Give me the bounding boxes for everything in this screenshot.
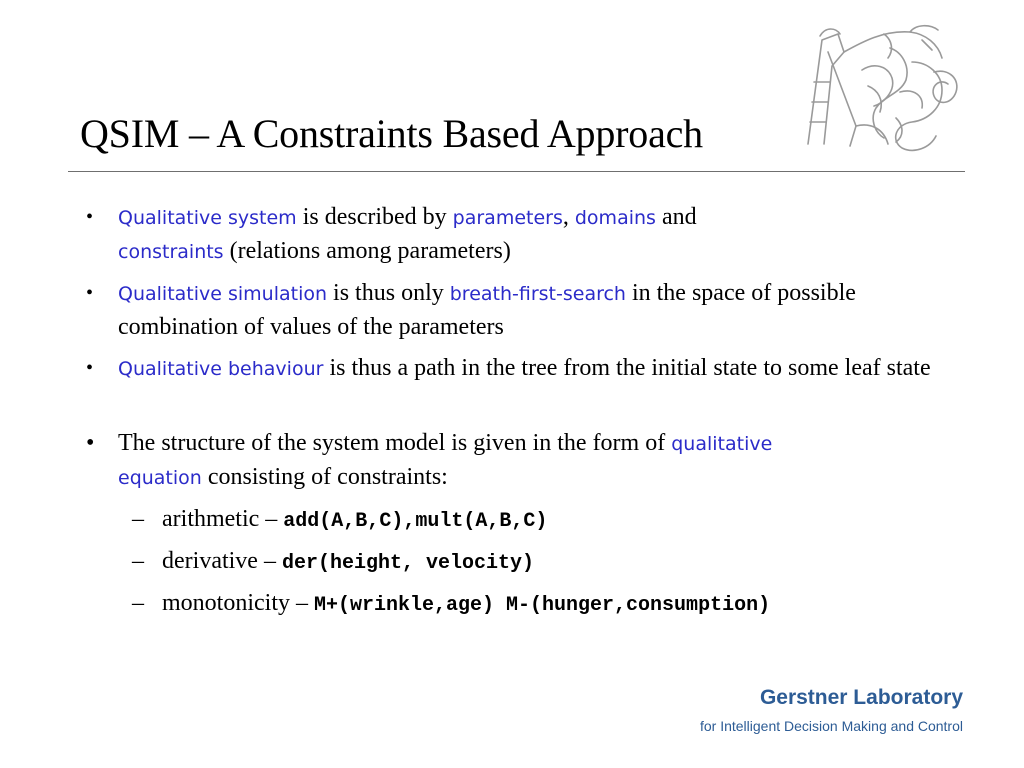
sub-bullet-marker: – (132, 548, 144, 574)
sub-item-derivative (162, 545, 962, 580)
sub-bullet-marker: – (132, 506, 144, 532)
term-qualitative-behaviour: Qualitative behaviour (118, 358, 324, 380)
term-parameters: parameters (452, 207, 563, 229)
bullet-marker: • (86, 206, 94, 228)
sub-bullet-marker: – (132, 590, 144, 616)
bullet-text: and (655, 204, 697, 230)
bullet-item-system-model-structure (118, 427, 968, 495)
sub-item-arithmetic (162, 503, 962, 538)
bullet-text: in the space of possible combination of values of the parameters (118, 280, 856, 340)
bullet-item-qualitative-simulation (118, 277, 968, 344)
code-derivative: der(height, velocity) (281, 552, 534, 575)
term-qualitative-simulation: Qualitative simulation (118, 283, 328, 305)
sub-item-label: arithmetic – (162, 506, 284, 532)
code-monotonicity: M+(wrinkle,age) M-(hunger,consumption) (314, 594, 771, 617)
footer-lab-subtitle: for Intelligent Decision Making and Control (699, 718, 963, 734)
bullet-text: is thus only (327, 280, 450, 306)
term-constraints: constraints (118, 241, 224, 263)
bullet-marker: • (86, 357, 94, 379)
term-domains: domains (574, 207, 656, 229)
bullet-marker: • (86, 282, 94, 304)
bullet-text: (relations among parameters) (223, 238, 511, 264)
bullet-text: , (562, 204, 575, 230)
bullet-text: The structure of the system model is given in the form of (118, 430, 672, 456)
sub-item-monotonicity (162, 587, 962, 622)
bullet-text: is thus a path in the tree from the initial state to some leaf state (323, 355, 931, 381)
sub-item-label: monotonicity – (162, 590, 314, 616)
footer-lab-name: Gerstner Laboratory (759, 686, 963, 709)
bullet-text: is described by (296, 204, 453, 230)
bullet-text: consisting of constraints: (201, 464, 448, 490)
bullet-item-qualitative-behaviour (118, 352, 968, 386)
code-arithmetic: add(A,B,C),mult(A,B,C) (283, 510, 548, 533)
term-breath-first-search: breath-first-search (449, 283, 626, 305)
term-equation: equation (118, 467, 202, 489)
slide-title: QSIM – A Constraints Based Approach (80, 111, 703, 156)
term-qualitative-system: Qualitative system (118, 207, 297, 229)
bullet-marker: • (86, 430, 95, 456)
sub-item-label: derivative – (162, 548, 282, 574)
bullet-item-qualitative-system (118, 201, 968, 269)
term-qualitative: qualitative (671, 433, 773, 455)
